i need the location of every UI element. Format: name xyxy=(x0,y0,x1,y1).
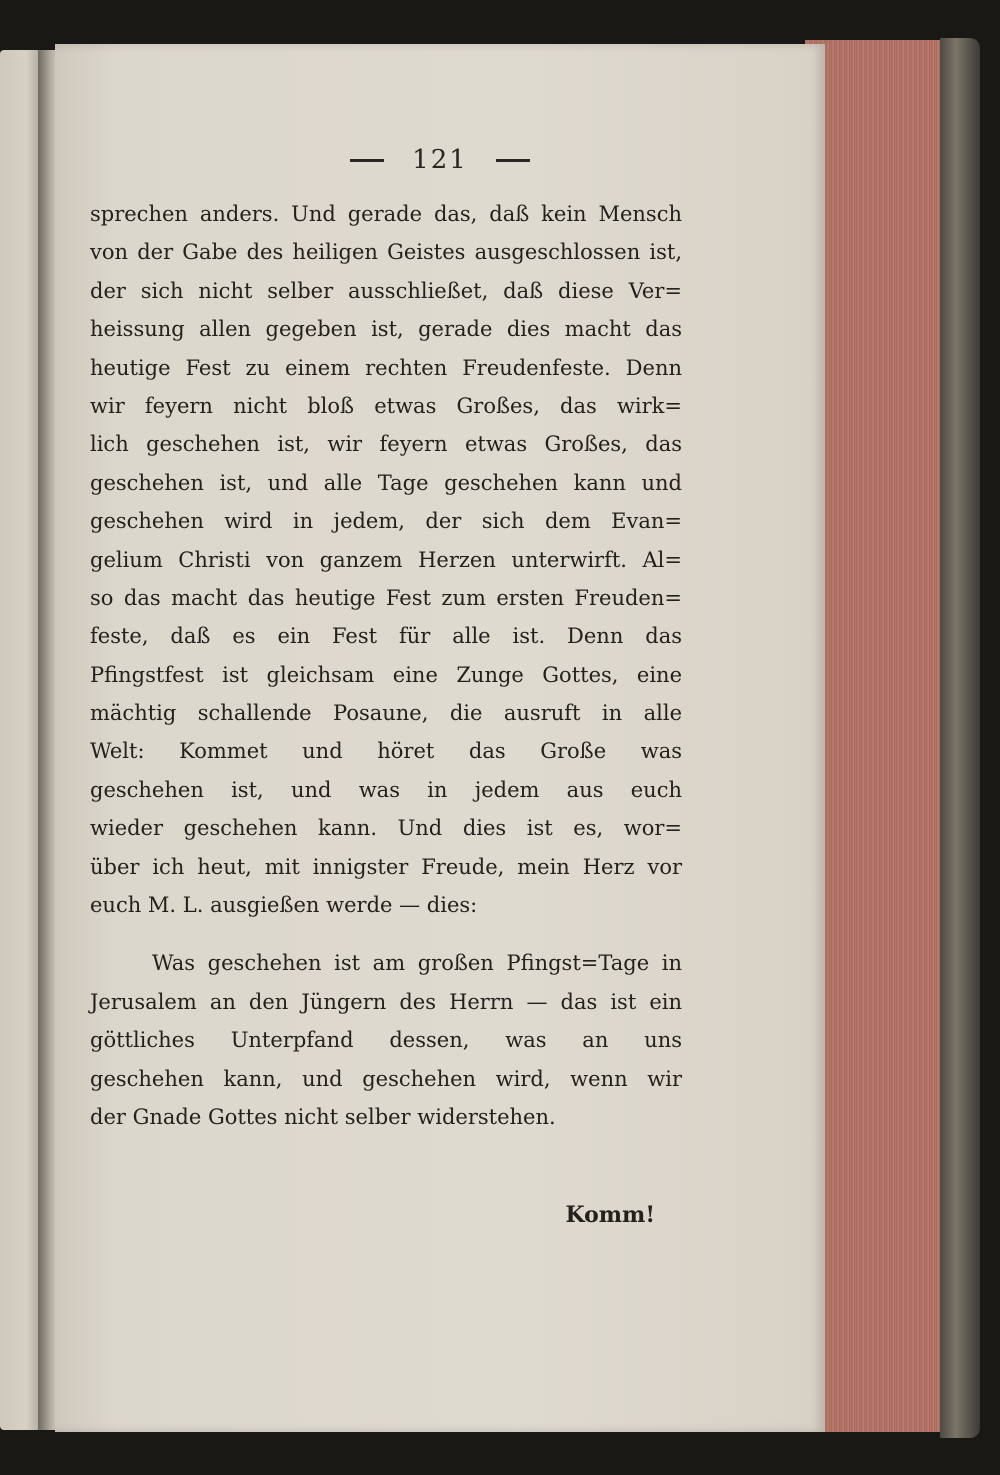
text-line: der Gnade Gottes nicht selber widerstehen. xyxy=(90,1104,556,1129)
text-line: Was geschehen ist am großen Pfingst=Tage in xyxy=(152,951,682,976)
page-edges xyxy=(805,40,945,1432)
paragraph-2 xyxy=(90,944,682,1136)
page-header xyxy=(55,140,825,180)
text-line: gelium Christi von ganzem Herzen unterwirft. Al= xyxy=(90,547,682,572)
header-dash-right xyxy=(496,159,530,162)
text-line: über ich heut, mit innigster Freude, mein Herz vor xyxy=(90,854,682,879)
text-line: der sich nicht selber ausschließet, daß diese Ver= xyxy=(90,278,682,303)
text-line: heutige Fest zu einem rechten Freudenfeste. Denn xyxy=(90,355,682,380)
text-line: lich geschehen ist, wir feyern etwas Großes, das xyxy=(90,432,682,457)
text-line: wir feyern nicht bloß etwas Großes, das wirk= xyxy=(90,393,682,418)
header-dash-left xyxy=(350,159,384,162)
text-line: mächtig schallende Posaune, die ausruft in alle xyxy=(90,701,682,726)
text-line: von der Gabe des heiligen Geistes ausgeschlossen ist, xyxy=(90,240,682,265)
text-line: geschehen ist, und alle Tage geschehen kann und xyxy=(90,470,682,495)
paragraph-1 xyxy=(90,195,682,924)
text-line: geschehen wird in jedem, der sich dem Evan= xyxy=(90,509,682,534)
text-line: sprechen anders. Und gerade das, daß kein Mensch xyxy=(90,202,682,226)
text-line: Jerusalem an den Jüngern des Herrn — das ist ein xyxy=(90,989,682,1014)
text-line: wieder geschehen kann. Und dies ist es, wor= xyxy=(90,816,682,841)
book-cover xyxy=(940,38,980,1438)
text-line: heissung allen gegeben ist, gerade dies macht das xyxy=(90,317,682,342)
text-line: göttliches Unterpfand dessen, was an uns xyxy=(90,1028,682,1053)
text-line: so das macht das heutige Fest zum ersten Freuden= xyxy=(90,585,682,610)
text-line: Welt: Kommet und höret das Große was xyxy=(90,739,682,764)
page-number: 121 xyxy=(412,145,468,175)
body-text xyxy=(90,195,682,1136)
text-line: geschehen kann, und geschehen wird, wenn wir xyxy=(90,1066,682,1091)
text-line: feste, daß es ein Fest für alle ist. Denn das xyxy=(90,624,682,649)
text-line: Pfingstfest ist gleichsam eine Zunge Gottes, eine xyxy=(90,662,682,687)
text-line: geschehen ist, und was in jedem aus euch xyxy=(90,777,682,802)
text-line: euch M. L. ausgießen werde — dies: xyxy=(90,893,478,918)
closing-word: Komm! xyxy=(565,1202,655,1228)
